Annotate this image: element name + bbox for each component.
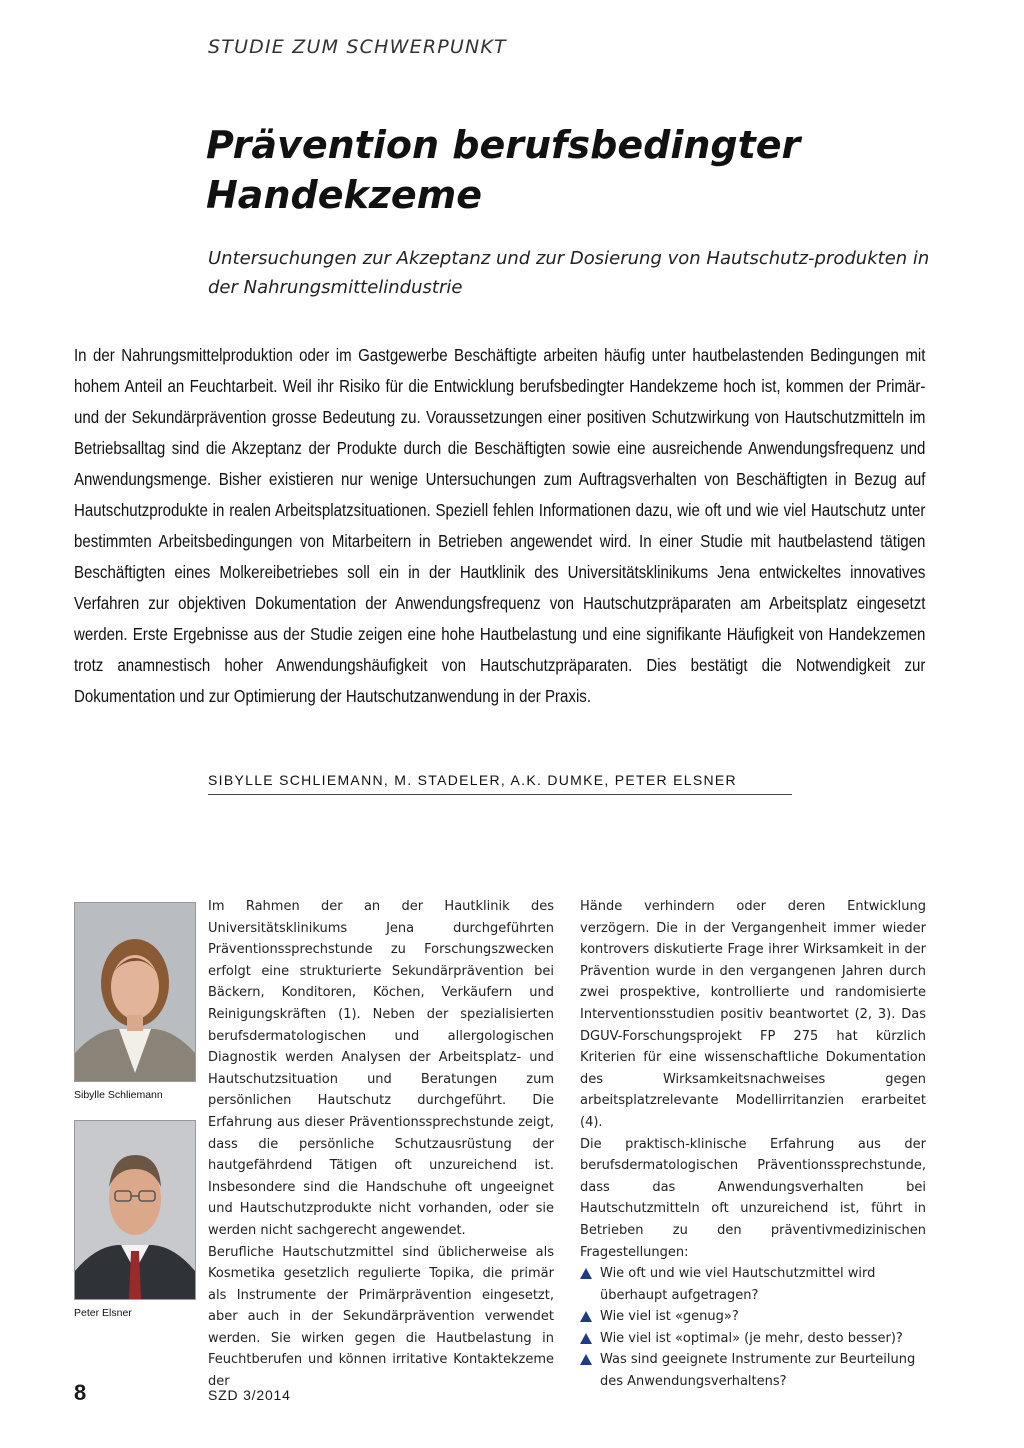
body-column-right [580, 896, 926, 1393]
portrait-man-image [75, 1121, 195, 1299]
photo-caption: Peter Elsner [74, 1307, 132, 1319]
article-title: Prävention berufsbedingter Handekzeme [206, 123, 801, 217]
list-item-text: Wie oft und wie viel Hautschutzmittel wird überhaupt aufgetragen? [600, 1266, 876, 1303]
triangle-bullet-icon [580, 1333, 592, 1344]
list-item-text: Was sind geeignete Instrumente zur Beurteilung des Anwendungsverhaltens? [600, 1352, 916, 1390]
page-number: 8 [74, 1380, 87, 1405]
triangle-bullet-icon [580, 1268, 592, 1279]
portrait-woman-image [75, 903, 195, 1081]
photo-caption: Sibylle Schliemann [74, 1089, 163, 1101]
body-paragraph: Im Rahmen der an der Hautklinik des Universitätsklinikums Jena durchgeführten Präventionssprechstunde zu Forschungszwecken erfolgt eine strukturierte Sekundärprävention bei Bäckern, Konditoren, Köchen, Verkäufern und Reinigungskräften (1). Neben der spezialisierten berufsdermatologischen und allergologischen Diagnostik werden Analysen der Arbeitsplatz- und Hautschutzsituation und Beratungen zum persönlichen Hautschutz durchgeführt. Die Erfahrung aus dieser Präventionssprechstunde zeigt, dass die persönliche Schutzausrüstung der hautgefährdend Tätigen oft unzureichend ist. Insbesondere sind die Handschuhe oft ungeeignet und Hautschutzprodukte nicht vorhanden, oder sie werden nicht sachgerecht angewendet. [208, 899, 554, 1238]
list-item [580, 1349, 926, 1392]
section-label: STUDIE ZUM SCHWERPUNKT [208, 36, 507, 58]
question-list [580, 1263, 926, 1393]
lead-paragraph: In der Nahrungsmittelproduktion oder im Gastgewerbe Beschäftigte arbeiten häufig unter hautbelastenden Bedingungen mit hohem Anteil an Feuchtarbeit. Weil ihr Risiko für die Entwicklung berufsbedingter Handekzeme hoch ist, kommen der Primär- und der Sekundärprävention grosse Bedeutung zu. Voraussetzungen einer positiven Schutzwirkung von Hautschutzmitteln im Betriebsalltag sind die Akzeptanz der Produkte durch die Beschäftigten sowie eine ausreichende Anwendungsfrequenz und Anwendungsmenge. Bisher existieren nur wenige Untersuchungen zum Auftragsverhalten von Beschäftigten in Bezug auf Hautschutzprodukte in realen Arbeitsplatzsituationen. Speziell fehlen Informationen dazu, wie oft und wie viel Hautschutz unter bestimmten Arbeitsbedingungen von Mitarbeitern in Betrieben angewendet wird. In einer Studie mit hautbelastend tätigen Beschäftigten eines Molkereibetriebes soll ein in der Hautklinik des Universitätsklinikums Jena entwickeltes innovatives Verfahren zur objektiven Dokumentation der Anwendungsfrequenz von Hautschutzpräparaten am Arbeitsplatz eingesetzt werden. Erste Ergebnisse aus der Studie zeigen eine hohe Hautbelastung und eine signifikante Häufigkeit von Handekzemen trotz anamnestisch hoher Anwendungshäufigkeit von Hautschutzpräparaten. Dies bestätigt die Notwendigkeit zur Dokumentation und zur Optimierung der Hautschutzanwendung in der Praxis. [74, 345, 926, 706]
triangle-bullet-icon [580, 1311, 592, 1322]
author-photo-elsner [74, 1120, 196, 1300]
journal-issue: SZD 3/2014 [208, 1387, 291, 1403]
body-column-left [208, 896, 554, 1393]
author-photo-schliemann [74, 902, 196, 1082]
list-item [580, 1306, 926, 1328]
body-paragraph: Berufliche Hautschutzmittel sind üblicherweise als Kosmetika gesetzlich regulierte Topika, die primär als Instrumente der Primärprävention eingesetzt, aber auch in der Sekundärprävention verwendet werden. Sie wirken gegen die Hautbelastung in Feuchtberufen und können irritative Kontaktekzeme der [208, 1244, 554, 1390]
body-paragraph: Hände verhindern oder deren Entwicklung verzögern. Die in der Vergangenheit immer wieder kontrovers diskutierte Frage ihrer Wirksamkeit in der Prävention wurde in den vergangenen Jahren durch zwei prospektive, kontrollierte und randomisierte Interventionsstudien positiv beantwortet (2, 3). Das DGUV-Forschungsprojekt FP 275 hat kürzlich Kriterien für eine wissenschaftliche Dokumentation des Wirksamkeitsnachweises gegen arbeitsplatzrelevante Modellirritanzien erarbeitet (4). [580, 899, 926, 1130]
list-item-text: Wie viel ist «genug»? [600, 1309, 739, 1325]
list-item [580, 1328, 926, 1350]
body-paragraph: Die praktisch-klinische Erfahrung aus der berufsdermatologischen Präventionssprechstunde, dass das Anwendungsverhalten bei Hautschutzmitteln oft unzureichend ist, führt in Betrieben zu den präventivmedizinischen Fragestellungen: [580, 1136, 926, 1260]
author-line: SIBYLLE SCHLIEMANN, M. STADELER, A.K. DUMKE, PETER ELSNER [208, 772, 792, 795]
list-item-text: Wie viel ist «optimal» (je mehr, desto besser)? [600, 1330, 903, 1346]
article-subtitle: Untersuchungen zur Akzeptanz und zur Dosierung von Hautschutz-produkten in der Nahrungsmittelindustrie [208, 248, 930, 298]
triangle-bullet-icon [580, 1354, 592, 1365]
list-item [580, 1263, 926, 1306]
